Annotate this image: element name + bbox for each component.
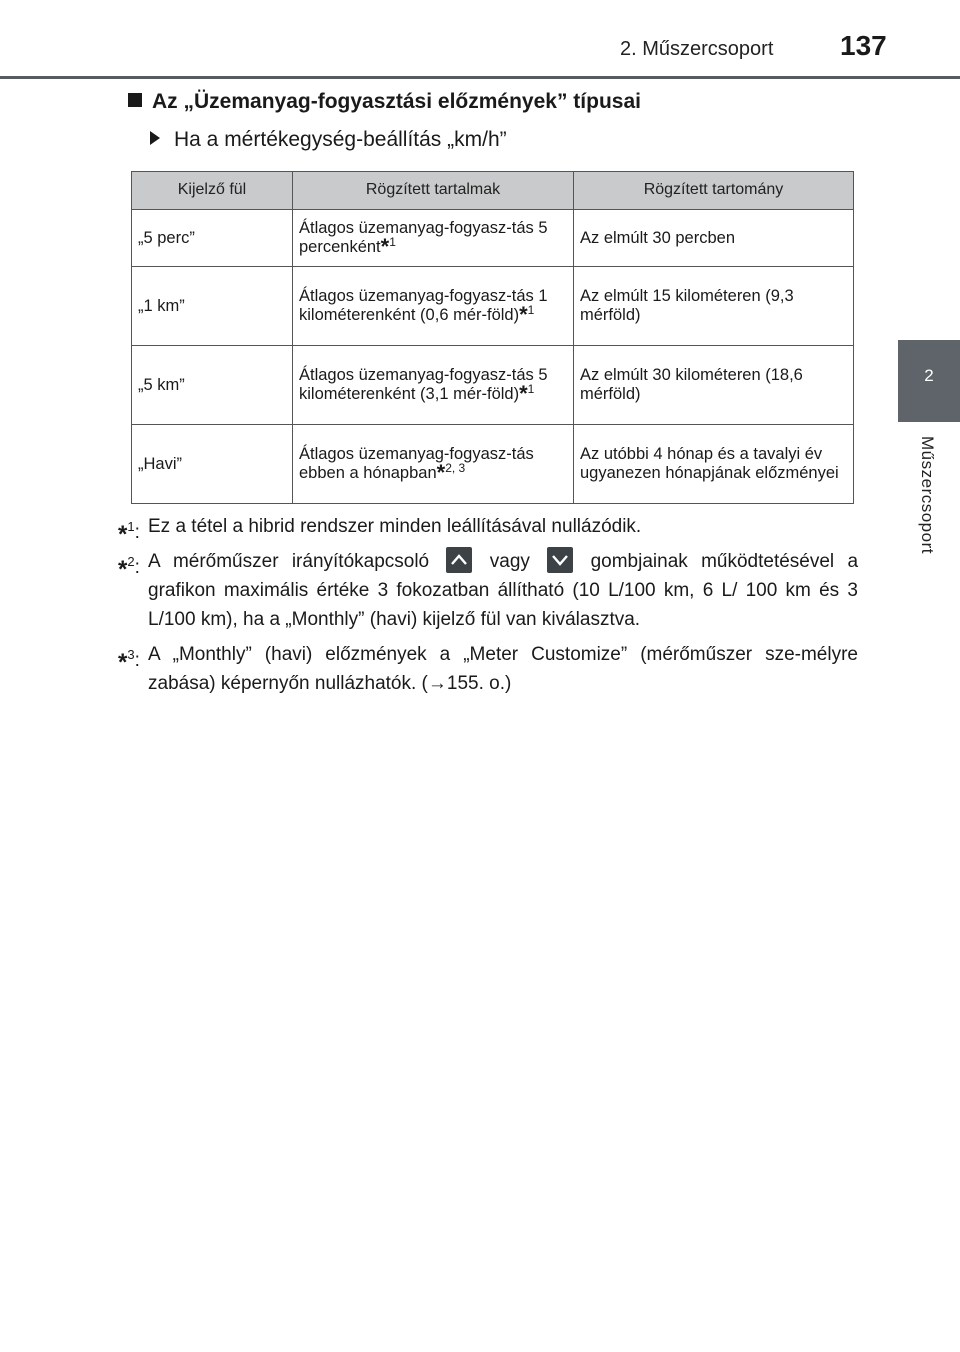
header-rule	[0, 76, 960, 79]
chapter-title: 2. Műszercsoport	[620, 38, 774, 60]
table-header: Rögzített tartomány	[574, 172, 854, 210]
footnote-marker: *$^1$:	[118, 519, 140, 548]
table-header-row	[132, 172, 854, 210]
footnote-ref: 1	[527, 382, 535, 396]
table-cell-content: Átlagos üzemanyag-fogyasz-tás 5 percenként$^{*1}$	[293, 210, 574, 267]
table-cell-tab: „1 km”	[132, 267, 293, 346]
footnote-ref: 1	[389, 235, 396, 249]
side-tab-label: Műszercsoport	[918, 436, 937, 554]
footnote-asterisk: *	[436, 460, 446, 485]
footnote-asterisk: *	[380, 234, 390, 259]
section-heading-text: Az „Üzemanyag-fogyasztási előzmények” típusai	[152, 90, 641, 113]
table-cell-tab: „5 km”	[132, 346, 293, 425]
table-row	[132, 346, 854, 425]
chevron-down-icon	[547, 547, 573, 573]
footnote-3	[118, 640, 858, 698]
footnote-marker: *$^2$:	[118, 554, 140, 583]
table-cell-tab: „5 perc”	[132, 210, 293, 267]
table-cell-range: Az elmúlt 15 kilométeren (9,3 mérföld)	[574, 267, 854, 346]
table-row	[132, 210, 854, 267]
sub-heading-text: Ha a mértékegység-beállítás „km/h”	[174, 128, 507, 151]
footnote-ref: 1	[527, 303, 535, 317]
footnote-asterisk: *	[519, 302, 528, 327]
table-cell-content: Átlagos üzemanyag-fogyasz-tás 5 kilométerenként (3,1 mér-föld)$^{*1}$	[293, 346, 574, 425]
table-cell-content: Átlagos üzemanyag-fogyasz-tás 1 kilométerenként (0,6 mér-föld)$^{*1}$	[293, 267, 574, 346]
footnote-asterisk: *	[519, 381, 528, 406]
sub-heading	[150, 128, 507, 152]
table-cell-range: Az elmúlt 30 percben	[574, 210, 854, 267]
footnote-text: A „Monthly” (havi) előzmények a „Meter Customize” (mérőműszer sze-mélyre zabása) képernyőn nullázhatók. (→155. o.)	[148, 644, 858, 694]
table-header: Rögzített tartalmak	[293, 172, 574, 210]
footnote-marker: *$^3$:	[118, 647, 140, 676]
footnote-ref: 2, 3	[445, 461, 466, 475]
footnote-2	[118, 547, 858, 634]
footnote-1	[118, 512, 858, 548]
chevron-up-icon	[446, 547, 472, 573]
side-tab	[898, 340, 960, 422]
square-bullet-icon	[128, 93, 142, 107]
table-row	[132, 267, 854, 346]
triangle-bullet-icon	[150, 131, 160, 145]
footnote-text: A mérőműszer irányítókapcsoló vagy gombjainak működtetésével a grafikon maximális értéke 3 fokozatban állítható (10 L/100 km, 6 L/ 100 km és 3 L/100 km), ha a „Monthly” (havi) kijelző fül van kiválasztva.	[148, 547, 858, 634]
table-header: Kijelző fül	[132, 172, 293, 210]
section-heading	[128, 90, 641, 114]
table-cell-range: Az utóbbi 4 hónap és a tavalyi év ugyanezen hónapjának előzményei	[574, 425, 854, 504]
footnote-text: Ez a tétel a hibrid rendszer minden leállításával nullázódik.	[148, 516, 642, 537]
table-cell-content: Átlagos üzemanyag-fogyasz-tás ebben a hónapban$^{*2, 3}$	[293, 425, 574, 504]
history-types-table	[131, 171, 854, 504]
table-cell-range: Az elmúlt 30 kilométeren (18,6 mérföld)	[574, 346, 854, 425]
table-cell-tab: „Havi”	[132, 425, 293, 504]
page-number: 137	[840, 30, 887, 61]
table-row	[132, 425, 854, 504]
side-tab-number: 2	[924, 366, 934, 385]
